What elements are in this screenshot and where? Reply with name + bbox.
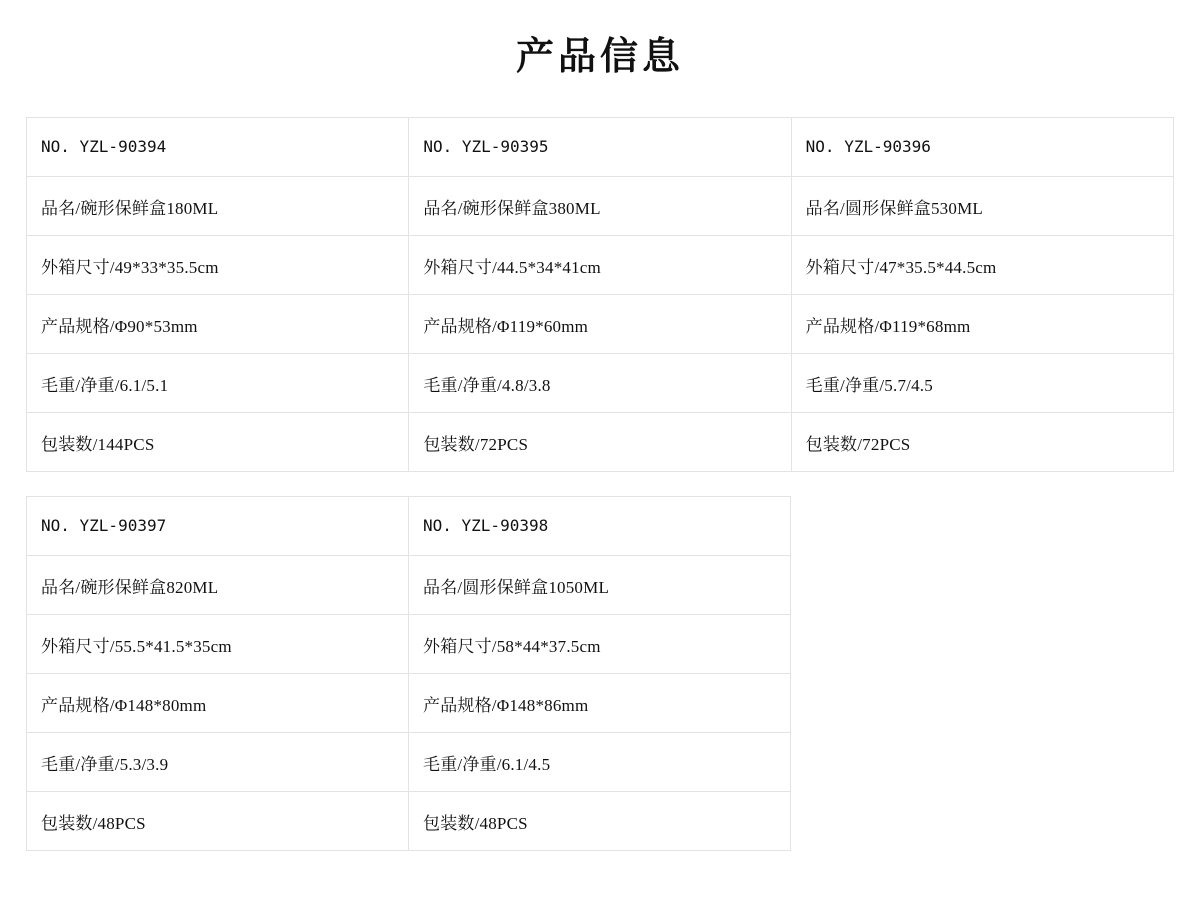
product-spec-text: 产品规格/Φ119*60mm bbox=[423, 316, 589, 336]
carton-size-cell bbox=[409, 236, 791, 295]
table-row bbox=[27, 118, 1174, 177]
product-no-cell bbox=[791, 118, 1173, 177]
product-name-text: 品名/碗形保鲜盒180ML bbox=[41, 198, 219, 218]
table-row bbox=[27, 295, 1174, 354]
product-no-text: NO. YZL-90394 bbox=[41, 137, 167, 157]
packing-cell bbox=[27, 792, 409, 851]
packing-cell bbox=[409, 413, 791, 472]
packing-text: 包装数/72PCS bbox=[423, 434, 529, 454]
product-no-text: NO. YZL-90397 bbox=[41, 516, 167, 536]
product-no-cell bbox=[27, 497, 409, 556]
table-row bbox=[27, 236, 1174, 295]
table-row bbox=[27, 556, 791, 615]
table-row bbox=[27, 674, 791, 733]
weight-text: 毛重/净重/6.1/4.5 bbox=[423, 754, 551, 774]
product-spec-text: 产品规格/Φ148*80mm bbox=[41, 695, 207, 715]
carton-size-cell bbox=[27, 615, 409, 674]
product-name-cell bbox=[27, 556, 409, 615]
spec-tables-container bbox=[0, 117, 1200, 851]
product-name-cell bbox=[27, 177, 409, 236]
product-no-text: NO. YZL-90396 bbox=[805, 137, 931, 157]
packing-cell bbox=[27, 413, 409, 472]
product-name-cell bbox=[791, 177, 1173, 236]
weight-cell bbox=[791, 354, 1173, 413]
spec-table-row-1 bbox=[26, 117, 1174, 472]
carton-size-text: 外箱尺寸/44.5*34*41cm bbox=[423, 257, 601, 277]
table-row bbox=[27, 413, 1174, 472]
product-no-cell bbox=[409, 497, 791, 556]
weight-text: 毛重/净重/4.8/3.8 bbox=[423, 375, 551, 395]
weight-cell bbox=[409, 733, 791, 792]
product-no-cell bbox=[409, 118, 791, 177]
carton-size-cell bbox=[409, 615, 791, 674]
packing-cell bbox=[791, 413, 1173, 472]
page-title: 产品信息 bbox=[515, 34, 684, 78]
packing-text: 包装数/48PCS bbox=[423, 813, 528, 833]
carton-size-cell bbox=[27, 236, 409, 295]
carton-size-text: 外箱尺寸/58*44*37.5cm bbox=[423, 636, 601, 656]
table-row bbox=[27, 733, 791, 792]
product-spec-cell bbox=[27, 674, 409, 733]
table-row bbox=[27, 497, 791, 556]
table-row bbox=[27, 792, 791, 851]
weight-text: 毛重/净重/5.3/3.9 bbox=[41, 754, 169, 774]
product-name-cell bbox=[409, 177, 791, 236]
table-row bbox=[27, 615, 791, 674]
carton-size-text: 外箱尺寸/55.5*41.5*35cm bbox=[41, 636, 232, 656]
product-name-text: 品名/圆形保鲜盒530ML bbox=[805, 198, 983, 218]
packing-cell bbox=[409, 792, 791, 851]
product-name-text: 品名/碗形保鲜盒380ML bbox=[423, 198, 601, 218]
product-spec-text: 产品规格/Φ119*68mm bbox=[805, 316, 971, 336]
carton-size-cell bbox=[791, 236, 1173, 295]
product-name-text: 品名/圆形保鲜盒1050ML bbox=[423, 577, 610, 597]
product-spec-cell bbox=[409, 295, 791, 354]
product-spec-text: 产品规格/Φ148*86mm bbox=[423, 695, 589, 715]
weight-cell bbox=[409, 354, 791, 413]
table-row bbox=[27, 177, 1174, 236]
weight-text: 毛重/净重/5.7/4.5 bbox=[805, 375, 933, 395]
carton-size-text: 外箱尺寸/49*33*35.5cm bbox=[41, 257, 219, 277]
product-name-text: 品名/碗形保鲜盒820ML bbox=[41, 577, 219, 597]
product-no-text: NO. YZL-90395 bbox=[423, 137, 549, 157]
product-spec-text: 产品规格/Φ90*53mm bbox=[41, 316, 198, 336]
product-name-cell bbox=[409, 556, 791, 615]
product-spec-cell bbox=[409, 674, 791, 733]
table-row bbox=[27, 354, 1174, 413]
packing-text: 包装数/72PCS bbox=[805, 434, 911, 454]
product-no-text: NO. YZL-90398 bbox=[423, 516, 549, 536]
weight-cell bbox=[27, 733, 409, 792]
weight-text: 毛重/净重/6.1/5.1 bbox=[41, 375, 169, 395]
product-spec-cell bbox=[791, 295, 1173, 354]
packing-text: 包装数/48PCS bbox=[41, 813, 146, 833]
product-spec-cell bbox=[27, 295, 409, 354]
spec-table-row-2 bbox=[26, 496, 791, 851]
carton-size-text: 外箱尺寸/47*35.5*44.5cm bbox=[805, 257, 997, 277]
packing-text: 包装数/144PCS bbox=[41, 434, 155, 454]
product-no-cell bbox=[27, 118, 409, 177]
weight-cell bbox=[27, 354, 409, 413]
